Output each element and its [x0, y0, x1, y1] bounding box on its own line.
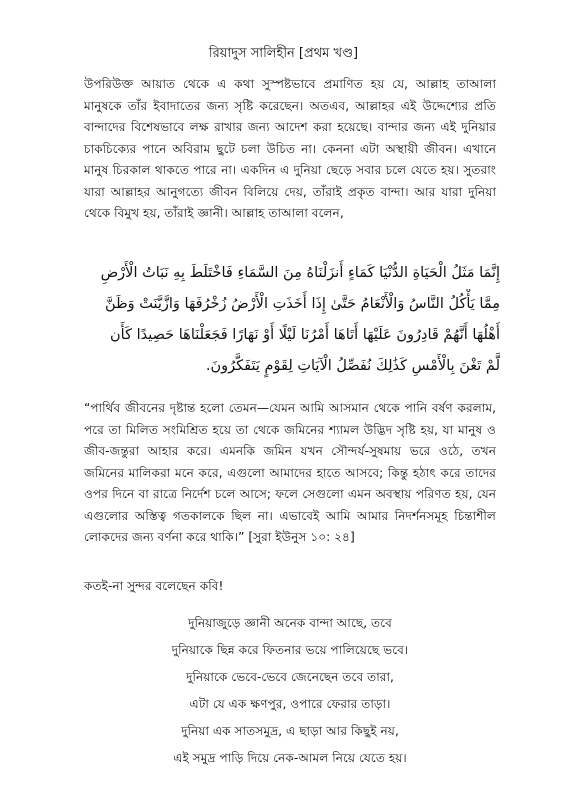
poem-line: দুনিয়াজুড়ে জ্ঞানী অনেক বান্দা আছে, তবে: [188, 616, 392, 630]
poem-line: দুনিয়াকে ভেবে-ভেবে জেনেছেন তবে তারা,: [186, 670, 394, 684]
arabic-line: مِمَّا يَأْكُلُ النَّاسُ وَالْأَنْعَامُ حَتَّىٰ إِذَا أَخَذَتِ الْأَرْضُ زُخْرُفَهَا وَازَّيَّنَتْ وَظَنَّ: [105, 296, 500, 312]
body-paragraph: উপরিউক্ত আয়াত থেকে এ কথা সুস্পষ্টভাবে প্রমাণিত হয় যে, আল্লাহ তাআলা মানুষকে তাঁর ইবাদাতের জন্য সৃষ্টি করেছেন। অতএব, আল্লাহর এই উদ্দেশ্যের প্রতি বান্দাদের বিশেষভাবে লক্ষ রাখার জন্য আদেশ করা হয়েছে। বান্দার জন্য এই দুনিয়ার চাকচিক্যের পানে অবিরাম ছুটে চলা উচিত না। কেননা এটা অস্থায়ী জীবন। এখানে মানুষ চিরকাল থাকতে পারে না। একদিন এ দুনিয়া ছেড়ে সবার চলে যেতে হয়। সুতরাং যারা আল্লাহর আনুগত্যে জীবন বিলিয়ে দেয়, তাঁরাই প্রকৃত বান্দা। আর যারা দুনিয়া থেকে বিমুখ হয়, তাঁরাই জ্ঞানী। আল্লাহ তাআলা বলেন,: [84, 77, 496, 220]
arabic-line: أَهْلُهَا أَنَّهُمْ قَادِرُونَ عَلَيْهَا أَتَاهَا أَمْرُنَا لَيْلًا أَوْ نَهَارًا فَجَعَلْنَاهَا حَصِيدًا كَأَن: [110, 327, 500, 343]
poem-block: [84, 610, 496, 772]
verse-translation: “পার্থিব জীবনের দৃষ্টান্ত হলো তেমন—যেমন আমি আসমান থেকে পানি বর্ষণ করলাম, পরে তা মিলিত সংমিশ্রিত হয়ে তা থেকে জমিনের শ্যামল উদ্ভিদ সৃষ্টি হয়, যা মানুষ ও জীব-জন্তুরা আহার করে। এমনকি জমিন যখন সৌন্দর্য-সুষমায় ভরে ওঠে, তখন জমিনের মালিকরা মনে করে, এগুলো আমাদের হাতে আসবে; কিন্তু হঠাৎ করে তাদের ওপর দিনে বা রাত্রে নির্দেশ চলে আসে; ফলে সেগুলো এমন অবস্থায় পরিণত হয়, যেন এগুলোর অস্তিত্ব গতকালকে ছিল না। এভাবেই আমি আমার নিদর্শনসমূহ চিন্তাশীল লোকদের জন্য বর্ণনা করে থাকি।” [সুরা ইউনুস ১০: ২৪]: [84, 401, 496, 544]
running-header: রিয়াদুস সালিহীন [প্রথম খণ্ড]: [208, 46, 359, 61]
poem-intro: কতই-না সুন্দর বলেছেন কবি!: [84, 579, 224, 593]
poem-line: এই সমুদ্র পাড়ি দিয়ে নেক-আমল নিয়ে যেতে হয়।: [173, 751, 407, 765]
arabic-line: لَّمْ تَغْنَ بِالْأَمْسِ كَذَٰلِكَ نُفَصِّلُ الْآيَاتِ لِقَوْمٍ يَتَفَكَّرُونَ.: [205, 358, 500, 374]
poem-line: এটা যে এক ক্ষণপুর, ওপারে ফেরার তাড়া।: [189, 697, 391, 711]
quran-verse-block: [80, 258, 500, 382]
poem-line: দুনিয়া এক সাতসমুদ্র, এ ছাড়া আর কিছুই নয়,: [181, 724, 399, 738]
arabic-line: إِنَّمَا مَثَلُ الْحَيَاةِ الدُّنْيَا كَمَاءٍ أَنزَلْنَاهُ مِنَ السَّمَاءِ فَاخْتَلَطَ بِهِ نَبَاتُ الْأَرْضِ: [100, 265, 500, 281]
poem-line: দুনিয়াকে ছিন্ন করে ফিতনার ভয়ে পালিয়েছে ভবে।: [171, 643, 409, 657]
